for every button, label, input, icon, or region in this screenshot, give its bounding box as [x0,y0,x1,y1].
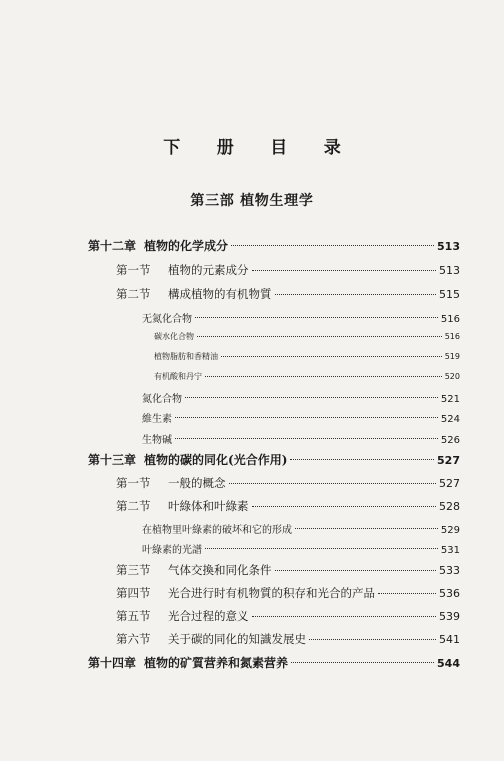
leader-dots [291,662,434,663]
leader-dots [205,376,442,377]
leader-dots [252,616,437,617]
section-number: 第一节 [116,263,151,277]
page-number: 516 [444,332,460,341]
toc-entry-subsection[interactable] [142,310,460,325]
page-number: 515 [439,288,460,301]
chapter-number: 第十三章 [88,453,137,467]
leader-dots [252,270,437,271]
entry-title: 構成植物的有机物質 [168,287,272,301]
entry-title: 关于碳的同化的知識发展史 [168,632,306,646]
toc-entry-subsection[interactable] [142,431,460,446]
toc-entry-subsubsection[interactable] [154,371,460,382]
entry-title: 生物碱 [142,435,172,446]
toc-entry-subsection[interactable] [142,541,460,556]
entry-title: 植物的碳的同化(光合作用) [144,453,288,467]
entry-title: 維生素 [142,414,172,425]
section-number: 第四节 [116,586,151,600]
section-number: 第六节 [116,632,151,646]
chapter-number: 第十二章 [88,239,137,253]
toc-entry-section[interactable] [116,475,460,491]
toc-entry-subsubsection[interactable] [154,351,460,362]
entry-title: 一般的概念 [168,476,226,490]
entry-title: 叶綠体和叶綠素 [168,499,249,513]
entry-title: 在植物里叶綠素的破坏和它的形成 [142,525,292,536]
toc-entry-section[interactable] [116,562,460,578]
toc-entry-subsubsection[interactable] [154,331,460,342]
page-number: 541 [439,633,460,646]
page-number: 528 [439,500,460,513]
page-number: 536 [439,587,460,600]
toc-entry-subsection[interactable] [142,410,460,425]
page-number: 539 [439,610,460,623]
toc-entry-chapter-14[interactable] [88,654,460,671]
page-number: 519 [444,352,460,361]
page-number: 527 [437,454,460,467]
page-number: 531 [440,545,460,556]
toc-entry-section[interactable] [116,631,460,647]
entry-title: 无氮化合物 [142,314,192,325]
section-number: 第三节 [116,563,151,577]
toc-entry-section[interactable] [116,498,460,514]
toc-entry-subsection[interactable] [142,521,460,536]
entry-title: 植物的元素成分 [168,263,249,277]
leader-dots [221,356,442,357]
leader-dots [197,336,442,337]
entry-title: 植物的化学成分 [144,239,229,253]
leader-dots [252,506,437,507]
page-number: 520 [444,372,460,381]
page-number: 521 [440,394,460,405]
page-number: 529 [440,525,460,536]
toc-title: 下 册 目 录 [163,138,357,158]
toc-entry-chapter-12[interactable] [88,237,460,254]
leader-dots [275,570,437,571]
leader-dots [175,438,438,439]
leader-dots [175,417,438,418]
leader-dots [309,639,436,640]
entry-title: 植物的矿質营养和氮素营养 [144,656,289,670]
section-number: 第一节 [116,476,151,490]
page-number: 527 [439,477,460,490]
leader-dots [195,317,438,318]
toc-entry-section[interactable] [116,286,460,302]
page-number: 544 [437,657,460,670]
entry-title: 碳水化合物 [154,332,194,341]
leader-dots [378,593,436,594]
section-number: 第二节 [116,499,151,513]
entry-title: 光合过程的意义 [168,609,249,623]
leader-dots [290,459,434,460]
page-number: 526 [440,435,460,446]
toc-entry-section[interactable] [116,262,460,278]
page-number: 516 [440,314,460,325]
entry-title: 气体交換和同化条件 [168,563,272,577]
toc-entry-chapter-13[interactable] [88,451,460,468]
section-number: 第五节 [116,609,151,623]
page-number: 513 [437,240,460,253]
entry-title: 氮化合物 [142,394,182,405]
entry-title: 植物脂肪和香精油 [154,352,218,361]
leader-dots [229,483,437,484]
part-heading: 第三部 植物生理学 [190,193,314,209]
entry-title: 光合进行时有机物質的积存和光合的产品 [168,586,375,600]
entry-title: 叶綠素的光譜 [142,545,202,556]
page-number: 513 [439,264,460,277]
leader-dots [295,528,438,529]
toc-entry-section[interactable] [116,608,460,624]
leader-dots [185,397,438,398]
leader-dots [205,548,438,549]
section-number: 第二节 [116,287,151,301]
leader-dots [231,245,434,246]
entry-title: 有机酸和丹宁 [154,372,202,381]
toc-entry-section[interactable] [116,585,460,601]
page-number: 533 [439,564,460,577]
chapter-number: 第十四章 [88,656,137,670]
leader-dots [275,294,437,295]
toc-entry-subsection[interactable] [142,390,460,405]
page-number: 524 [440,414,460,425]
